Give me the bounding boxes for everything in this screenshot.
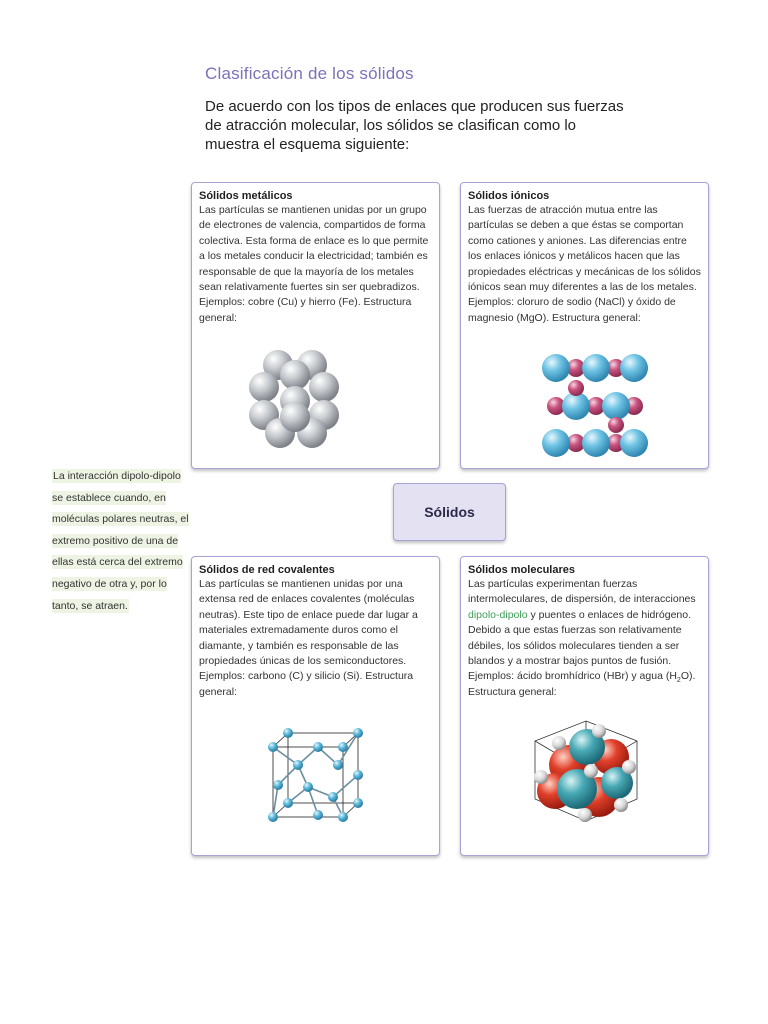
card-body-part: y puentes o enlaces de hidrógeno. Debido a que estas fuerzas son relativamente débiles, los sólidos moleculares tienden a ser blandos y a mostrar bajos puntos de fusión. Ejemplos: ácido bromhídrico (HBr) y agua (H bbox=[468, 608, 691, 683]
intro-paragraph: De acuerdo con los tipos de enlaces que producen sus fuerzas de atracción molecular, los sólidos se clasifican como lo muestra el esquema siguiente: bbox=[205, 98, 624, 153]
card-body-part: Las partículas experimentan fuerzas intermoleculares, de dispersión, de interacciones bbox=[468, 578, 696, 606]
subscript: 2 bbox=[676, 677, 681, 685]
card-title: Sólidos de red covalentes bbox=[199, 564, 335, 576]
covalent-structure-illustration bbox=[258, 725, 368, 825]
card-body: Las fuerzas de atracción mutua entre las partículas se deben a que éstas se comportan como cationes y aniones. Las diferencias entre los enlaces iónicos y metálicos hacen que las propiedades eléctricas y mecánicas de los sólidos iónicos sean muy diferentes a las de los metales. Ejemplos: cloruro de sodio (NaCl) y óxido de magnesio (MgO). Estructura general: bbox=[468, 204, 701, 324]
card-body bbox=[468, 577, 701, 700]
card-metallic-solids bbox=[191, 182, 440, 469]
card-title: Sólidos moleculares bbox=[468, 564, 575, 576]
card-molecular-solids bbox=[460, 556, 709, 856]
card-title: Sólidos iónicos bbox=[468, 190, 550, 202]
dipolo-highlight: dipolo-dipolo bbox=[468, 608, 528, 621]
card-ionic-solids bbox=[460, 182, 709, 469]
side-note-text: La interacción dipolo-dipolo se establece cuando, en moléculas polares neutras, el extremo positivo de una de ellas está cerca del extremo negativo de otra y, por lo tanto, se atraen. bbox=[52, 470, 189, 612]
ionic-structure-illustration bbox=[536, 348, 656, 468]
card-title: Sólidos metálicos bbox=[199, 190, 293, 202]
card-body: Las partículas se mantienen unidas por un grupo de electrones de valencia, compartidos de forma colectiva. Esta forma de enlace es lo que permite a los metales conducir la electricidad; también es responsable de que la mayoría de los metales sean relativamente fuertes sin ser quebradizos. Ejemplos: cobre (Cu) y hierro (Fe). Estructura general: bbox=[199, 204, 429, 324]
molecular-structure-illustration bbox=[529, 717, 644, 827]
card-body: Las partículas se mantienen unidas por una extensa red de enlaces covalentes (moléculas neutras). Este tipo de enlace puede dar lugar a materiales extremadamente duros como el diamante, y también es responsable de las propiedades únicas de los semiconductores. Ejemplos: carbono (C) y silicio (Si). Estructura general: bbox=[199, 578, 418, 698]
side-note bbox=[52, 466, 192, 617]
center-solids-label: Sólidos bbox=[393, 483, 506, 541]
card-body-part: O). Estructura general: bbox=[468, 670, 696, 698]
card-covalent-network-solids bbox=[191, 556, 440, 856]
metallic-structure-illustration bbox=[240, 345, 350, 455]
page-title: Clasificación de los sólidos bbox=[205, 64, 414, 83]
